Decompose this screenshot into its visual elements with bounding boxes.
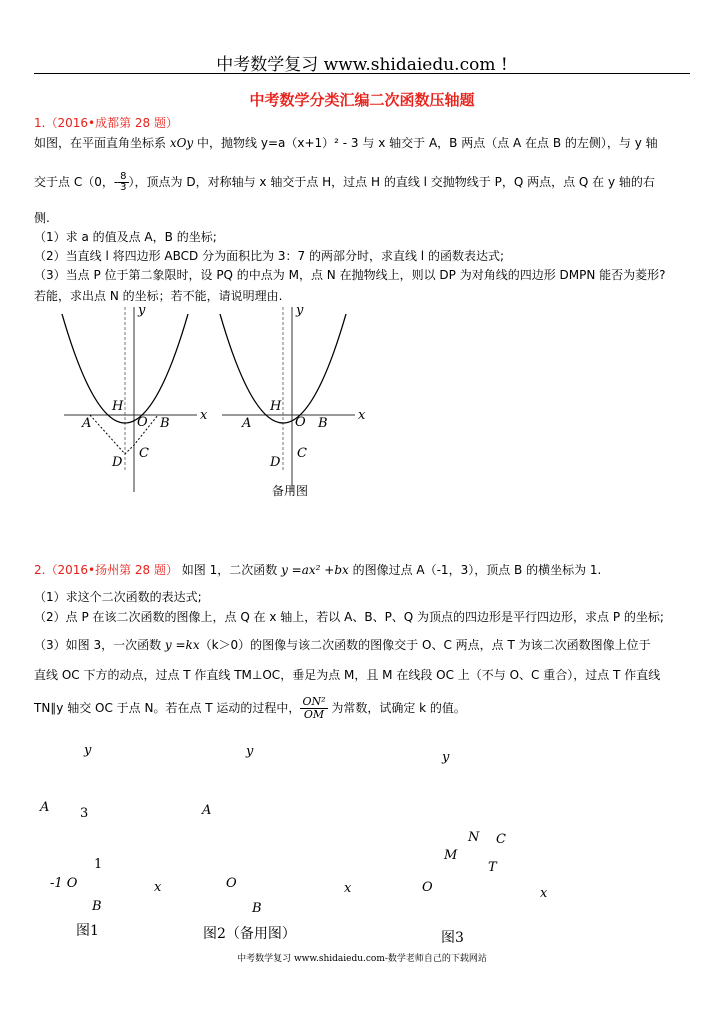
q2-func: y =ax² +bx bbox=[281, 563, 349, 577]
q1-line1c: 与 x 轴交于 A，B 两点（点 A 在点 B 的左侧），与 y 轴 bbox=[358, 136, 658, 150]
q1-var-xoy: xOy bbox=[169, 136, 194, 150]
fig-label-c: C bbox=[297, 446, 307, 461]
frac-num: 8 bbox=[120, 171, 127, 182]
fig-label-d: D bbox=[112, 455, 123, 470]
q2-sub3a: （3）如图 3，一次函数 bbox=[34, 638, 165, 652]
fig2-label-b: B bbox=[252, 901, 262, 916]
fig2-label-x: x bbox=[344, 881, 352, 896]
q1-line2a: 交于点 C（0，- bbox=[34, 175, 119, 189]
q1-line1a: 如图，在平面直角坐标系 bbox=[34, 136, 170, 150]
fig3-label-t: T bbox=[488, 860, 497, 875]
fig2-label-y: y bbox=[246, 744, 254, 759]
fig1-label-3: 3 bbox=[80, 806, 89, 821]
fig3-label-n: N bbox=[468, 830, 480, 845]
q2-sub3c: 直线 OC 下方的动点，过点 T 作直线 TM⊥OC，垂足为点 M，且 M 在线段 OC 上（不与 O、C 重合），过点 T 作直线 bbox=[34, 668, 661, 682]
q1-figures bbox=[52, 302, 368, 498]
document-title: 中考数学分类汇编二次函数压轴题 bbox=[249, 91, 475, 109]
fig1-label-a: A bbox=[40, 800, 50, 815]
page-footer: 中考数学复习 www.shidaiedu.com-数学老师自己的下载网站 bbox=[237, 954, 487, 964]
fig1-label-y: y bbox=[84, 743, 92, 758]
q2-line1a: 如图 1，二次函数 bbox=[177, 563, 282, 577]
ratio-den: OM bbox=[303, 708, 325, 721]
q1-line2b: ），顶点为 D，对称轴与 x 轴交于点 H，过点 H 的直线 l 交抛物线于 P，Q 两点，点 Q 在 y 轴的右 bbox=[128, 175, 655, 189]
fig-label-a: A bbox=[82, 416, 92, 431]
q1-sub1: （1）求 a 的值及点 A，B 的坐标; bbox=[34, 230, 217, 244]
ratio-num: ON² bbox=[302, 695, 326, 708]
q1-line1b: 中，抛物线 bbox=[193, 136, 261, 150]
frac-den: 3 bbox=[120, 182, 127, 193]
fig2-label-a: A bbox=[202, 803, 212, 818]
q1-func: y=a（x+1）² - 3 bbox=[260, 136, 359, 150]
page-header: 中考数学复习 www.shidaiedu.com ! bbox=[216, 55, 508, 75]
fig3-label-x: x bbox=[540, 886, 548, 901]
q2-sub3e: 为常数，试确定 k 的值。 bbox=[327, 701, 466, 715]
q1-sub3: （3）当点 P 位于第二象限时，设 PQ 的中点为 M，点 N 在抛物线上，则以 DP 为对角线的四边形 DMPN 能否为菱形? bbox=[34, 268, 666, 282]
header-rule bbox=[34, 73, 690, 74]
fig-label-h: H bbox=[112, 399, 124, 414]
fig2-label-o: O bbox=[226, 876, 237, 891]
q2-sub3-line1 bbox=[34, 638, 651, 652]
fig3-label-c: C bbox=[496, 832, 506, 847]
fig-label-h: H bbox=[270, 399, 282, 414]
q2-number: 2.（2016•扬州第 28 题） bbox=[34, 563, 178, 577]
fig3-label-m: M bbox=[444, 848, 458, 863]
fig1-label-x: x bbox=[154, 880, 162, 895]
fig-label-b: B bbox=[318, 416, 328, 431]
q2-sub3d: TN∥y 轴交 OC 于点 N。若在点 T 运动的过程中， bbox=[34, 701, 301, 715]
fig-label-o: O bbox=[295, 415, 306, 430]
fig3-label-y: y bbox=[442, 750, 450, 765]
fig-label-a: A bbox=[242, 416, 252, 431]
fig-label-x: x bbox=[358, 408, 366, 423]
fig-label-d: D bbox=[270, 455, 281, 470]
fig-label-x: x bbox=[200, 408, 208, 423]
q2-sub1: （1）求这个二次函数的表达式; bbox=[34, 590, 202, 604]
c-coordinate-fraction bbox=[118, 172, 128, 193]
q1-sub3b: 若能，求出点 N 的坐标；若不能，请说明理由. bbox=[34, 289, 283, 303]
fig-label-b: B bbox=[160, 416, 170, 431]
fig1-caption: 图1 bbox=[76, 923, 99, 939]
q1-figure-left bbox=[62, 303, 208, 492]
q2-sub3b: （k＞0）的图像与该二次函数的图像交于 O、C 两点，点 T 为该二次函数图像上位于 bbox=[199, 638, 651, 652]
q2-line1b: 的图像过点 A（-1，3），顶点 B 的横坐标为 1. bbox=[348, 563, 602, 577]
fig-label-c: C bbox=[139, 446, 149, 461]
fig1-label-neg1-o: -1 O bbox=[50, 876, 78, 891]
q1-sub2: （2）当直线 l 将四边形 ABCD 分为面积比为 3：7 的两部分时，求直线 l 的函数表达式; bbox=[34, 249, 504, 263]
q2-line1 bbox=[34, 563, 601, 577]
fig-label-y: y bbox=[296, 303, 304, 318]
q1-figure-right bbox=[220, 303, 366, 492]
fig-label-o: O bbox=[137, 415, 148, 430]
q2-linear: y =kx bbox=[164, 638, 200, 652]
fig1-label-1: 1 bbox=[94, 857, 103, 872]
q1-line3: 侧. bbox=[34, 211, 50, 225]
q1-line1 bbox=[34, 136, 658, 150]
ratio-fraction bbox=[300, 696, 327, 721]
fig-label-y: y bbox=[138, 303, 146, 318]
q1-figure-caption: 备用图 bbox=[272, 484, 309, 498]
fig3-label-o: O bbox=[422, 880, 433, 895]
fig3-caption: 图3 bbox=[441, 930, 464, 946]
q1-line2 bbox=[34, 172, 655, 193]
q2-sub3-line3 bbox=[34, 696, 466, 721]
q2-sub2: （2）点 P 在该二次函数的图像上，点 Q 在 x 轴上，若以 A、B、P、Q 为顶点的四边形是平行四边形，求点 P 的坐标; bbox=[34, 610, 664, 624]
fig2-caption: 图2（备用图） bbox=[203, 926, 296, 942]
q1-number: 1.（2016•成都第 28 题） bbox=[34, 116, 178, 130]
fig1-label-b: B bbox=[92, 899, 102, 914]
